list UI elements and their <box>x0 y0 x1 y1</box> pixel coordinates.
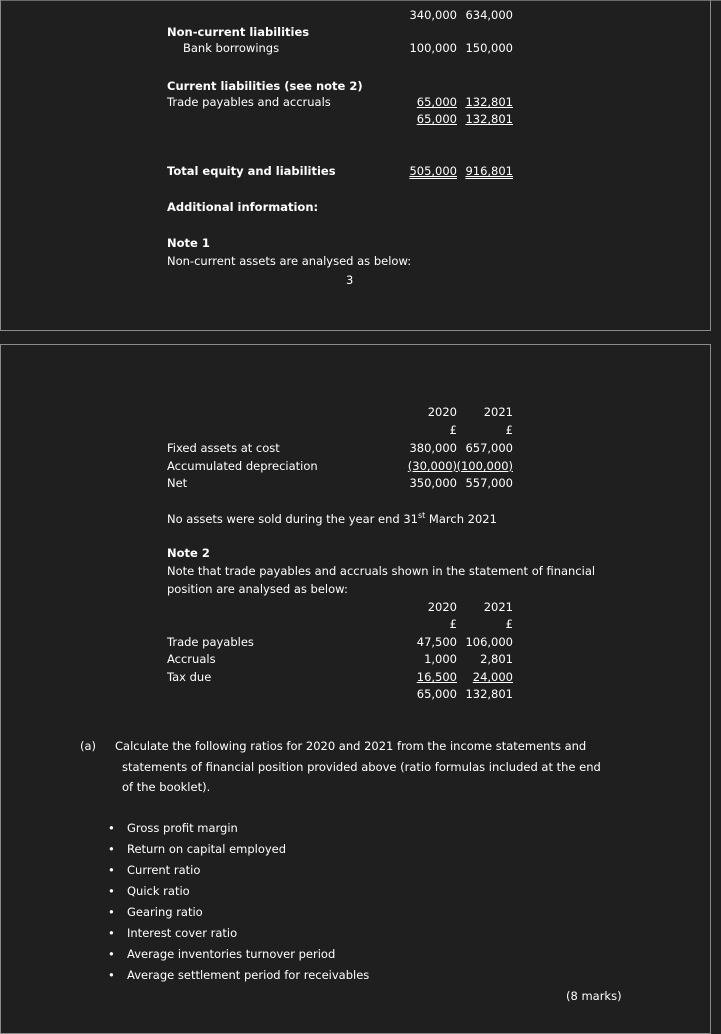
note-2-text-line-1: Note that trade payables and accruals shown in the statement of financial <box>167 564 596 578</box>
ratio-list <box>108 818 369 986</box>
question-line-2: statements of financial position provided above (ratio formulas included at the end <box>122 760 601 774</box>
note-1-text: Non-current assets are analysed as below: <box>167 254 412 268</box>
bank-borrowings-2021: 150,000 <box>465 41 513 55</box>
bullet-icon: • <box>108 821 115 835</box>
bullet-icon: • <box>108 926 115 940</box>
note2-year-2021: 2021 <box>483 600 513 614</box>
trade-payables-accruals-label: Trade payables and accruals <box>167 95 331 109</box>
total-equity-liabilities-2020: 505,000 <box>409 164 457 178</box>
ratio-item <box>108 944 369 965</box>
equity-total-2021: 634,000 <box>465 8 513 22</box>
ratio-item <box>108 965 369 986</box>
bullet-icon: • <box>108 863 115 877</box>
accumulated-depreciation-label: Accumulated depreciation <box>167 459 318 473</box>
question-label: (a) <box>80 739 97 753</box>
page-3-frame <box>0 0 711 331</box>
note-1-title: Note 1 <box>167 236 210 250</box>
accumulated-depreciation-2021: (100,000) <box>456 459 513 473</box>
note-2-title: Note 2 <box>167 546 210 560</box>
accruals-2021: 2,801 <box>480 652 513 666</box>
ratio-label: Gross profit margin <box>127 821 238 835</box>
tax-due-2020: 16,500 <box>416 670 457 684</box>
ratio-label: Quick ratio <box>127 884 190 898</box>
ratio-item <box>108 860 369 881</box>
bullet-icon: • <box>108 884 115 898</box>
net-label: Net <box>167 476 188 490</box>
accruals-2020: 1,000 <box>424 652 457 666</box>
note2-total-2020: 65,000 <box>416 687 457 701</box>
note2-currency-2020: £ <box>449 617 457 631</box>
marks-label: (8 marks) <box>566 989 622 1003</box>
bullet-icon: • <box>108 947 115 961</box>
current-liabilities-total-2020: 65,000 <box>416 112 457 126</box>
ratio-label: Average inventories turnover period <box>127 947 336 961</box>
total-equity-liabilities-label: Total equity and liabilities <box>167 164 336 178</box>
ratio-item <box>108 902 369 923</box>
no-assets-sold-sentence <box>167 511 497 526</box>
fixed-assets-2021: 657,000 <box>465 441 513 455</box>
trade-payables-label: Trade payables <box>167 635 254 649</box>
current-liabilities-total-2021: 132,801 <box>465 112 513 126</box>
bullet-icon: • <box>108 968 115 982</box>
ratio-item <box>108 818 369 839</box>
ratio-item <box>108 839 369 860</box>
ratio-label: Return on capital employed <box>127 842 287 856</box>
trade-payables-value-2020: 47,500 <box>416 635 457 649</box>
ratio-label: Gearing ratio <box>127 905 203 919</box>
sentence-sup: st <box>417 511 426 520</box>
fixed-assets-label: Fixed assets at cost <box>167 441 280 455</box>
net-2021: 557,000 <box>465 476 513 490</box>
trade-payables-2020: 65,000 <box>416 95 457 109</box>
bullet-icon: • <box>108 842 115 856</box>
note1-currency-2020: £ <box>449 423 457 437</box>
sentence-pre: No assets were sold during the year end 31 <box>167 511 418 526</box>
tax-due-label: Tax due <box>167 670 212 684</box>
note1-currency-2021: £ <box>505 423 513 437</box>
trade-payables-2021: 132,801 <box>465 95 513 109</box>
ratio-label: Average settlement period for receivables <box>127 968 370 982</box>
equity-total-2020: 340,000 <box>409 8 457 22</box>
non-current-liabilities-heading: Non-current liabilities <box>167 25 310 39</box>
bank-borrowings-label: Bank borrowings <box>183 41 280 55</box>
note2-year-2020: 2020 <box>427 600 457 614</box>
trade-payables-value-2021: 106,000 <box>465 635 513 649</box>
ratio-item <box>108 881 369 902</box>
bank-borrowings-2020: 100,000 <box>409 41 457 55</box>
current-liabilities-heading: Current liabilities (see note 2) <box>167 79 363 93</box>
page-number: 3 <box>346 273 354 287</box>
ratio-label: Interest cover ratio <box>127 926 238 940</box>
bullet-icon: • <box>108 905 115 919</box>
fixed-assets-2020: 380,000 <box>409 441 457 455</box>
tax-due-2021: 24,000 <box>472 670 513 684</box>
sentence-post: March 2021 <box>425 511 497 526</box>
note2-currency-2021: £ <box>505 617 513 631</box>
question-line-3: of the booklet). <box>122 780 211 794</box>
accruals-label: Accruals <box>167 652 216 666</box>
ratio-label: Current ratio <box>127 863 201 877</box>
total-equity-liabilities-2021: 916,801 <box>465 164 513 178</box>
note1-year-2020: 2020 <box>427 405 457 419</box>
ratio-item <box>108 923 369 944</box>
note-2-text-line-2: position are analysed as below: <box>167 582 348 596</box>
net-2020: 350,000 <box>409 476 457 490</box>
note2-total-2021: 132,801 <box>465 687 513 701</box>
question-line-1: Calculate the following ratios for 2020 and 2021 from the income statements and <box>115 739 587 753</box>
additional-information-heading: Additional information: <box>167 200 319 214</box>
note1-year-2021: 2021 <box>483 405 513 419</box>
accumulated-depreciation-2020: (30,000) <box>407 459 457 473</box>
